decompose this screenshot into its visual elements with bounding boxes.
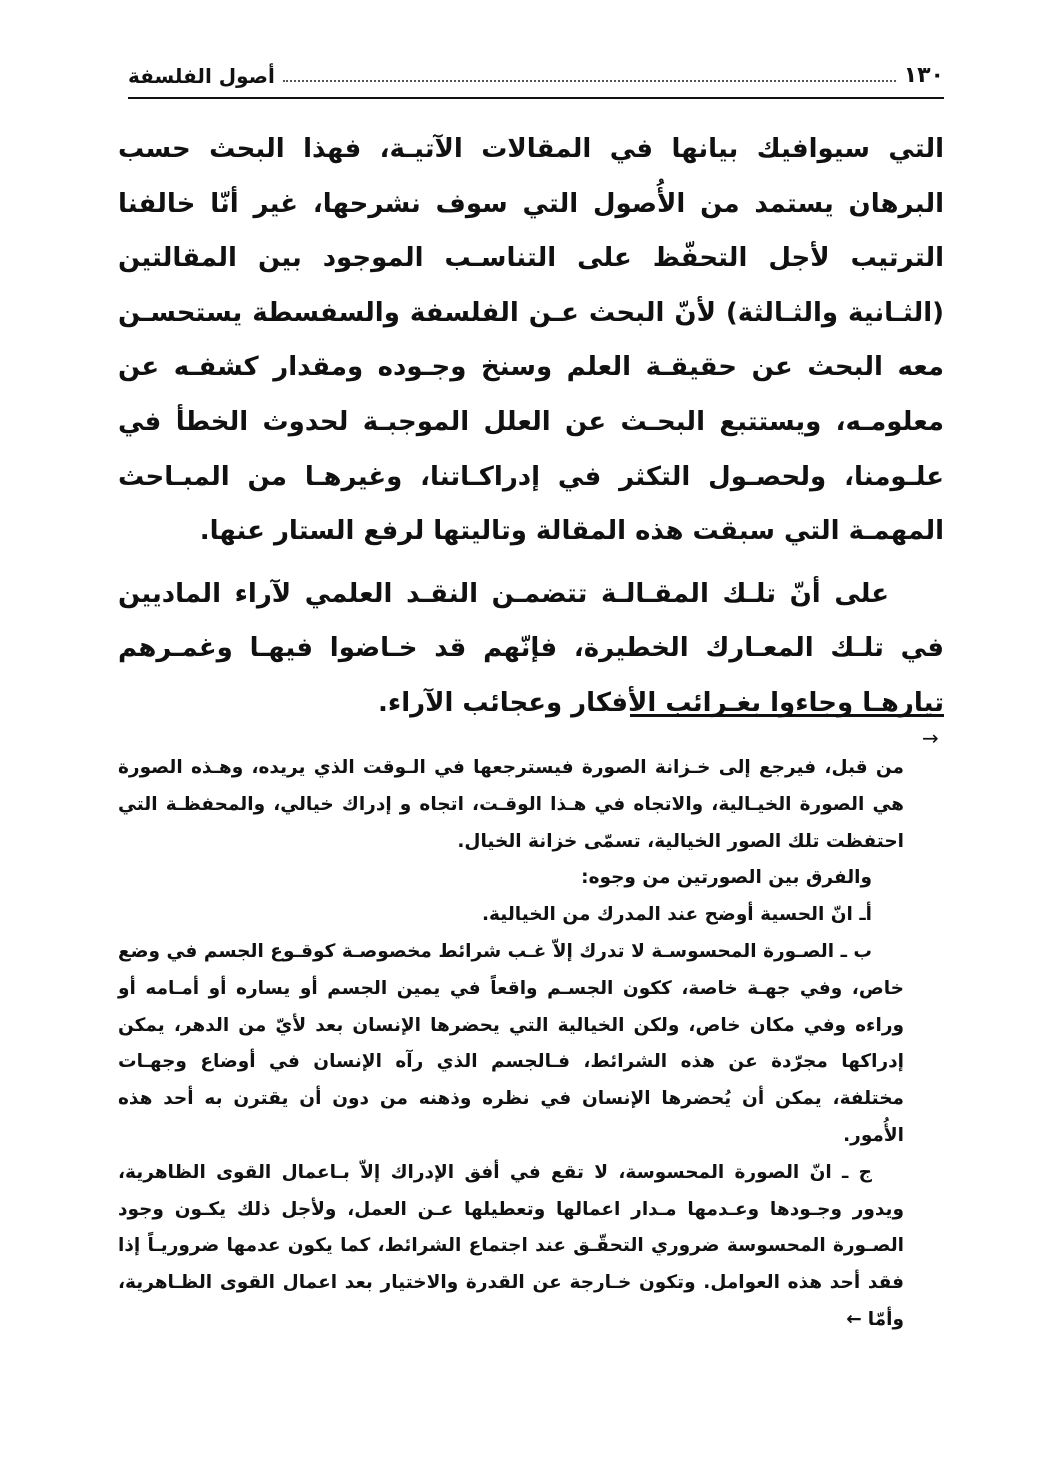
leader-dots bbox=[283, 79, 896, 82]
footnote-paragraph bbox=[118, 1155, 904, 1339]
continuation-arrow-end-icon: ← bbox=[846, 1308, 862, 1330]
body-paragraph: التي سيوافيك بيانها في المقالات الآتيـة، فهذا البحث حسب البرهان يستمد من الأُصول التي سوف نشرحها، غير أنّا خالفنا الترتيب لأجل التحفّظ على التناسـب الموجود بين المقالتين (الثـانية والثـالثة) لأنّ البحث عـن الفلسفة والسفسطة يستحسـن معه البحث عن حقيقـة العلم وسنخ وجـوده ومقدار كشفـه عن معلومـه، ويستتبع البحـث عن العلل الموجبـة لحدوث الخطأ في علـومنا، ولحصـول التكثر في إدراكـاتنا، وغيرهـا من المبـاحث المهمـة التي سبقت هذه المقالة وتاليتها لرفع الستار عنها. bbox=[118, 134, 944, 547]
footnote-paragraph: والفرق بين الصورتين من وجوه: bbox=[581, 867, 872, 889]
running-header bbox=[128, 48, 944, 88]
main-body bbox=[118, 122, 944, 731]
footnotes bbox=[118, 750, 904, 1339]
header-rule bbox=[128, 97, 944, 99]
footnote-text: ج ـ انّ الصورة المحسوسة، لا تقع في أفق الإدراك إلاّ بـاعمال القوى الظاهرية، ويدور وجـودها وعـدمها مـدار اعمالها وتعطيلها عـن العمل، ولأجل ذلك يكـون وجود الصـورة المحسوسة ضروري التحقّـق عند اجتماع الشرائط، كما يكون عدمها ضروريـاً إذا فقد أحد هذه العوامل. وتكون خـارجة عن القدرة والاختيار بعد اعمال القوى الظـاهرية، وأمّا bbox=[118, 1161, 904, 1330]
footnote-paragraph: أـ انّ الحسية أوضح عند المدرك من الخيالية. bbox=[482, 904, 872, 926]
page-number: ١٣٠ bbox=[903, 63, 944, 88]
footnote-separator bbox=[630, 714, 944, 717]
footnote-paragraph: من قبل، فيرجع إلى خـزانة الصورة فيسترجعها في الـوقت الذي يريده، وهـذه الصورة هي الصورة الخيـالية، والاتجاه في هـذا الوقـت، اتجاه و إدراك خيالي، والمحفظـة التي احتفظت تلك الصور الخيالية، تسمّى خزانة الخيال. bbox=[118, 757, 904, 852]
book-title: أصول الفلسفة bbox=[128, 64, 275, 88]
footnote-paragraph: ب ـ الصـورة المحسوسـة لا تدرك إلاّ غـب شرائط مخصوصـة كوقـوع الجسم في وضع خاص، وفي جهـة خاصة، ككون الجسـم واقعاً في يمين الجسم أو يساره أو أمـامه أو وراءه وفي مكان خاص، ولكن الخيالية التي يحضرها الإنسان بعد لأيّ من الدهر، يمكن إدراكها مجرّدة عن هذه الشرائط، فـالجسم الذي رآه الإنسان في أوضاع وجهـات مختلفة، يمكن أن يُحضرها الإنسان في نظره وذهنه من دون أن يقترن به أحد هذه الأُمور. bbox=[118, 940, 904, 1146]
body-paragraph: على أنّ تلـك المقـالـة تتضمـن النقـد العلمي لآراء الماديين في تلـك المعـارك الخطيرة، فإنّهم قد خـاضوا فيهـا وغمـرهم تيارهـا وجاءوا بغـرائب الأفكار وعجائب الآراء. bbox=[118, 578, 944, 718]
continuation-arrow-icon: → bbox=[922, 726, 939, 750]
